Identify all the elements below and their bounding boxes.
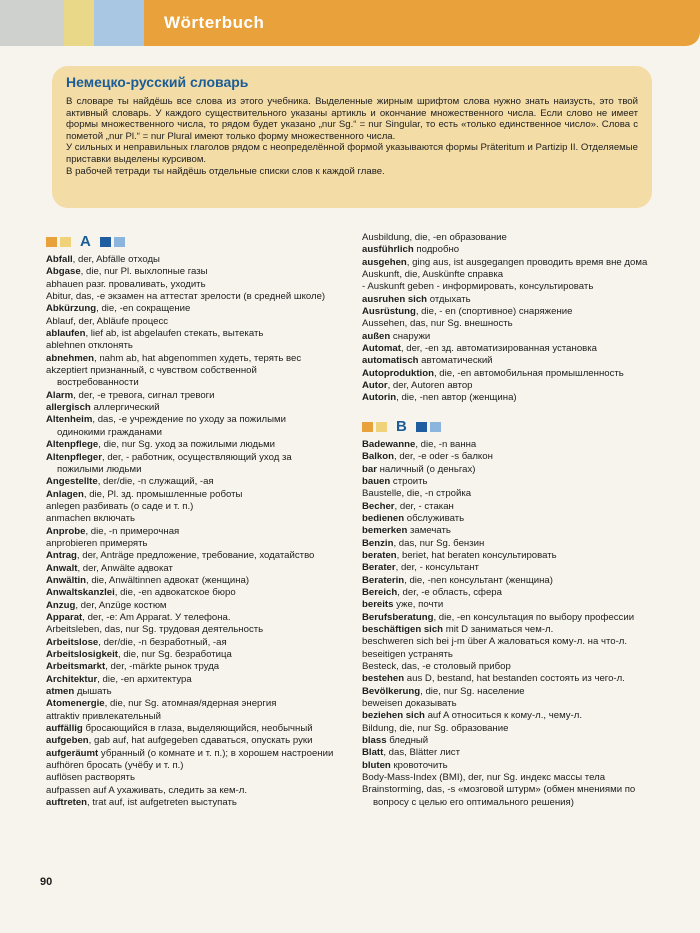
dictionary-entry bbox=[362, 476, 654, 488]
dictionary-entry bbox=[46, 353, 334, 365]
entry-definition: , die, Anwältinnen адвокат (женщина) bbox=[85, 574, 250, 586]
entry-list-right-b bbox=[362, 439, 654, 809]
dictionary-entry bbox=[46, 550, 334, 562]
entry-definition: , die, nur Pl. выхлопные газы bbox=[80, 266, 208, 278]
dictionary-entry bbox=[362, 661, 654, 673]
section-header-b bbox=[362, 419, 654, 435]
dictionary-entry bbox=[46, 797, 334, 809]
dictionary-entry bbox=[46, 340, 334, 352]
entry-headword: Automat bbox=[362, 343, 401, 355]
dictionary-entry bbox=[46, 316, 334, 328]
entry-definition: , der, -en зд. автоматизированная установка bbox=[400, 343, 597, 355]
dictionary-entry bbox=[46, 686, 334, 698]
dictionary-entry bbox=[46, 328, 334, 340]
entry-headword: Beraterin bbox=[362, 574, 405, 586]
entry-headword: Angestellte bbox=[46, 476, 98, 488]
entry-headword: Abgase bbox=[46, 266, 81, 278]
entry-headword: Antrag bbox=[46, 550, 77, 562]
entry-headword: Anzug bbox=[46, 599, 76, 611]
entry-definition: , der, Anwälte адвокат bbox=[77, 562, 173, 574]
entry-definition: , die, nur Sg. население bbox=[420, 685, 525, 697]
entry-definition: , trat auf, ist aufgetreten выступать bbox=[87, 797, 237, 809]
entry-definition: Arbeitsleben, das, nur Sg. трудовая деятельность bbox=[46, 624, 264, 636]
entry-definition: Abitur, das, -e экзамен на аттестат зрелости (в средней школе) bbox=[46, 291, 326, 303]
entry-headword: Bevölkerung bbox=[362, 685, 421, 697]
dictionary-entry bbox=[46, 538, 334, 550]
entry-definition: Aussehen, das, nur Sg. внешность bbox=[362, 318, 513, 330]
dictionary-entry bbox=[362, 380, 654, 392]
dictionary-entry bbox=[362, 735, 654, 747]
page-number: 90 bbox=[40, 876, 53, 888]
entry-definition: Bildung, die, nur Sg. образование bbox=[362, 722, 509, 734]
entry-definition: , die, -n ванна bbox=[415, 438, 477, 450]
dictionary-entry bbox=[46, 748, 334, 760]
entry-definition: , die, -en сокращение bbox=[96, 303, 191, 315]
dictionary-entry bbox=[46, 526, 334, 538]
blue-square-icon bbox=[416, 422, 427, 432]
entry-definition: подробно bbox=[413, 244, 460, 256]
dictionary-entry bbox=[362, 710, 654, 722]
entry-headword: Berater bbox=[362, 562, 396, 574]
entry-headword: ausführlich bbox=[362, 244, 414, 256]
entry-headword: beschäftigen sich bbox=[362, 623, 444, 635]
entry-definition: beseitigen устранять bbox=[362, 648, 453, 660]
dictionary-entry bbox=[362, 624, 654, 636]
entry-definition: , der, -e: Am Apparat. У телефона. bbox=[82, 611, 231, 623]
section-header-a bbox=[46, 234, 334, 250]
entry-definition: , ging aus, ist ausgegangen проводить время вне дома bbox=[406, 256, 648, 268]
entry-definition: , der, -e тревога, сигнал тревоги bbox=[73, 389, 215, 401]
entry-headword: Apparat bbox=[46, 611, 83, 623]
entry-definition: attraktiv привлекательный bbox=[46, 710, 161, 722]
intro-paragraph: В словаре ты найдёшь все слова из этого учебника. Выделенные жирным шрифтом слова нужно знать наизусть, это твой активный словарь. У каждого существительного указаны артикль и окончание множественного числа. Если слово не имеет формы множественного числа, то рядом будет указано „nur Sg.“ = nur Singular, то есть «только единственное число». Слова с пометой „nur Pl.“ = nur Plural имеют только форму множественного числа. bbox=[66, 96, 638, 142]
entry-headword: Arbeitslose bbox=[46, 636, 99, 648]
dictionary-entry bbox=[46, 649, 334, 661]
entry-definition: замечать bbox=[407, 525, 451, 537]
entry-definition: , der, Anzüge костюм bbox=[75, 599, 167, 611]
entry-headword: Bereich bbox=[362, 586, 398, 598]
entry-headword: bauen bbox=[362, 475, 391, 487]
entry-headword: Arbeitsmarkt bbox=[46, 661, 106, 673]
dictionary-entry bbox=[46, 723, 334, 735]
entry-definition: , nahm ab, hat abgenommen худеть, терять вес bbox=[93, 352, 302, 364]
entry-headword: Altenpflege bbox=[46, 439, 99, 451]
entry-headword: bedienen bbox=[362, 512, 405, 524]
entry-definition: , lief ab, ist abgelaufen стекать, вытекать bbox=[85, 328, 264, 340]
entry-headword: Becher bbox=[362, 500, 395, 512]
entry-headword: Arbeitslosigkeit bbox=[46, 649, 118, 660]
entry-definition: , die, -en адвокатское бюро bbox=[114, 587, 236, 599]
dictionary-entry bbox=[46, 600, 334, 612]
dictionary-entry bbox=[46, 489, 334, 501]
dictionary-entry bbox=[362, 331, 654, 343]
entry-definition: Baustelle, die, -n стройка bbox=[362, 488, 472, 500]
entry-headword: beraten bbox=[362, 549, 397, 561]
section-letter: A bbox=[80, 232, 91, 250]
dictionary-entry bbox=[362, 232, 654, 244]
header-yellow-block bbox=[64, 0, 94, 46]
entry-definition: , die, nur Sg. безработица bbox=[117, 649, 232, 660]
dictionary-entry bbox=[46, 414, 334, 439]
dictionary-entry bbox=[362, 636, 654, 648]
dictionary-entry bbox=[46, 439, 334, 451]
dictionary-entry bbox=[46, 291, 334, 303]
light-blue-square-icon bbox=[430, 422, 441, 432]
entry-definition: наличный (о деньгах) bbox=[376, 463, 476, 475]
dictionary-entry bbox=[46, 674, 334, 686]
entry-definition: ablehnen отклонять bbox=[46, 340, 133, 352]
orange-square-icon bbox=[362, 422, 373, 432]
entry-definition: , der, -e oder -s балкон bbox=[394, 451, 493, 463]
entry-definition: , die, nur Sg. атомная/ядерная энергия bbox=[104, 698, 277, 710]
entry-headword: Autorin bbox=[362, 392, 397, 404]
dictionary-entry bbox=[46, 402, 334, 414]
entry-headword: automatisch bbox=[362, 355, 419, 367]
entry-definition: auf A относиться к кому-л., чему-л. bbox=[424, 710, 583, 722]
intro-box bbox=[52, 66, 652, 208]
entry-headword: abnehmen bbox=[46, 352, 94, 364]
entry-definition: anlegen разбивать (о саде и т. п.) bbox=[46, 500, 194, 512]
entry-definition: , der, Anträge предложение, требование, ходатайство bbox=[76, 550, 315, 562]
dictionary-entry bbox=[362, 318, 654, 330]
dictionary-entry bbox=[46, 735, 334, 747]
page-title: Wörterbuch bbox=[164, 13, 265, 32]
dictionary-entry bbox=[46, 661, 334, 673]
entry-definition: , die, Pl. зд. промышленные роботы bbox=[83, 488, 243, 500]
entry-definition: , der, - стакан bbox=[394, 500, 454, 512]
dictionary-entry bbox=[46, 266, 334, 278]
entry-list-right-a bbox=[362, 232, 654, 405]
dictionary-entry bbox=[362, 686, 654, 698]
entry-definition: , die, -en архитектура bbox=[97, 673, 192, 685]
dictionary-entry bbox=[362, 355, 654, 367]
entry-headword: Alarm bbox=[46, 389, 74, 401]
entry-definition: бледный bbox=[386, 735, 429, 747]
entry-definition: , die, -nen консультант (женщина) bbox=[404, 574, 553, 586]
blue-square-icon bbox=[100, 237, 111, 247]
entry-definition: , der/die, -n безработный, -ая bbox=[98, 636, 227, 648]
entry-definition: , der, Autoren автор bbox=[387, 380, 473, 392]
dictionary-entry bbox=[362, 269, 654, 281]
dictionary-entry bbox=[46, 390, 334, 402]
entry-headword: Anlagen bbox=[46, 488, 84, 500]
orange-square-icon bbox=[46, 237, 57, 247]
dictionary-entry bbox=[362, 513, 654, 525]
entry-headword: ausgehen bbox=[362, 256, 407, 268]
header-gray-block bbox=[0, 0, 64, 46]
dictionary-entry bbox=[362, 649, 654, 661]
entry-definition: , die, -n примерочная bbox=[85, 525, 180, 537]
header-blue-block bbox=[94, 0, 144, 46]
entry-definition: akzeptiert признанный, с чувством собственной востребованности bbox=[46, 365, 257, 389]
dictionary-entry bbox=[362, 698, 654, 710]
entry-definition: , der, -märkte рынок труда bbox=[105, 661, 220, 673]
entry-headword: Altenheim bbox=[46, 414, 93, 426]
dictionary-entry bbox=[362, 392, 654, 404]
entry-headword: bar bbox=[362, 463, 377, 475]
dictionary-entry bbox=[362, 550, 654, 562]
entry-definition: , die, -en консультация по выбору профессии bbox=[433, 611, 635, 623]
dictionary-entry bbox=[362, 538, 654, 550]
entry-headword: Altenpfleger bbox=[46, 451, 102, 463]
entry-definition: кровоточить bbox=[390, 759, 448, 771]
entry-definition: , gab auf, hat aufgegeben сдаваться, опускать руки bbox=[88, 735, 313, 747]
entry-definition: , das, Blätter лист bbox=[383, 747, 460, 759]
entry-headword: allergisch bbox=[46, 402, 91, 414]
entry-definition: beschweren sich bei j-m über A жаловаться кому-л. на что-л. bbox=[362, 636, 628, 648]
entry-headword: Anprobe bbox=[46, 525, 86, 537]
entry-definition: Body-Mass-Index (BMI), der, nur Sg. индекс массы тела bbox=[362, 772, 606, 784]
entry-definition: , der, - работник, осуществляющий уход за пожилыми людьми bbox=[57, 451, 292, 475]
dictionary-entry bbox=[46, 637, 334, 649]
dictionary-entry bbox=[46, 254, 334, 266]
dictionary-entry bbox=[362, 464, 654, 476]
entry-definition: отдыхать bbox=[427, 293, 471, 305]
dictionary-entry bbox=[362, 343, 654, 355]
entry-definition: , der, -e область, сфера bbox=[397, 586, 502, 598]
dictionary-entry bbox=[46, 575, 334, 587]
dictionary-entry bbox=[362, 525, 654, 537]
dictionary-entry bbox=[46, 785, 334, 797]
entry-headword: Berufsberatung bbox=[362, 611, 434, 623]
entry-headword: blass bbox=[362, 735, 387, 747]
entry-definition: , die, - en (спортивное) снаряжение bbox=[415, 306, 573, 318]
entry-headword: auftreten bbox=[46, 797, 88, 809]
entry-headword: Anwalt bbox=[46, 562, 78, 574]
entry-definition: beweisen доказывать bbox=[362, 698, 457, 710]
dictionary-entry bbox=[362, 501, 654, 513]
left-column bbox=[46, 232, 334, 809]
entry-headword: Architektur bbox=[46, 673, 98, 685]
entry-headword: Abfall bbox=[46, 254, 73, 265]
dictionary-entry bbox=[46, 760, 334, 772]
dictionary-entry bbox=[46, 587, 334, 599]
dictionary-entry bbox=[362, 281, 654, 293]
entry-headword: Blatt bbox=[362, 747, 384, 759]
entry-definition: строить bbox=[390, 475, 428, 487]
entry-definition: автоматический bbox=[418, 355, 493, 367]
section-letter: B bbox=[396, 417, 407, 435]
dictionary-entry bbox=[46, 711, 334, 723]
dictionary-entry bbox=[362, 439, 654, 451]
entry-headword: ausruhen sich bbox=[362, 293, 428, 305]
entry-definition: , der/die, -n служащий, -ая bbox=[97, 476, 214, 488]
entry-headword: auffällig bbox=[46, 723, 83, 735]
entry-headword: bereits bbox=[362, 599, 394, 611]
dictionary-entry bbox=[362, 257, 654, 269]
dictionary-entry bbox=[362, 784, 654, 809]
dictionary-entry bbox=[46, 563, 334, 575]
entry-definition: Brainstorming, das, -s «мозговой штурм» (обмен мнениями по вопросу с целью его оптимального решения) bbox=[362, 784, 636, 808]
dictionary-entry bbox=[362, 772, 654, 784]
entry-headword: Benzin bbox=[362, 537, 394, 549]
dictionary-entry bbox=[362, 488, 654, 500]
dictionary-entry bbox=[46, 279, 334, 291]
light-blue-square-icon bbox=[114, 237, 125, 247]
entry-definition: , die, nur Sg. уход за пожилыми людьми bbox=[98, 439, 276, 451]
entry-definition: бросающийся в глаза, выделяющийся, необычный bbox=[82, 723, 313, 735]
dictionary-entry bbox=[362, 587, 654, 599]
dictionary-entry bbox=[362, 368, 654, 380]
intro-paragraph: В рабочей тетради ты найдёшь отдельные списки слов к каждой главе. bbox=[66, 165, 385, 177]
dictionary-entry bbox=[46, 476, 334, 488]
entry-definition: Auskunft, die, Auskünfte справка bbox=[362, 269, 504, 281]
entry-headword: Balkon bbox=[362, 451, 394, 463]
entry-definition: aus D, bestand, hat bestanden состоять из чего-л. bbox=[404, 673, 625, 685]
entry-definition: aufpassen auf A ухаживать, следить за кем-л. bbox=[46, 784, 248, 796]
entry-headword: Anwältin bbox=[46, 574, 86, 586]
dictionary-entry bbox=[362, 760, 654, 772]
entry-definition: , die, -nen автор (женщина) bbox=[396, 392, 517, 404]
entry-definition: Ablauf, der, Abläufe процесс bbox=[46, 315, 169, 327]
dictionary-entry bbox=[46, 624, 334, 636]
header-strip bbox=[0, 0, 700, 46]
dictionary-entry bbox=[46, 501, 334, 513]
entry-headword: Autoproduktion bbox=[362, 367, 434, 379]
entry-definition: - Auskunft geben - информировать, консультировать bbox=[362, 281, 594, 293]
entry-headword: außen bbox=[362, 330, 391, 342]
entry-headword: bluten bbox=[362, 759, 391, 771]
entry-definition: , beriet, hat beraten консультировать bbox=[396, 549, 557, 561]
entry-headword: Anwaltskanzlei bbox=[46, 587, 115, 599]
dictionary-entry bbox=[362, 673, 654, 685]
entry-headword: bestehen bbox=[362, 673, 405, 685]
entry-definition: дышать bbox=[74, 686, 112, 698]
entry-definition: убранный (о комнате и т. п.); в хорошем настроении bbox=[98, 747, 334, 759]
entry-headword: aufgeben bbox=[46, 735, 89, 747]
entry-headword: Badewanne bbox=[362, 438, 416, 450]
entry-headword: Abkürzung bbox=[46, 303, 97, 315]
entry-headword: bemerken bbox=[362, 525, 408, 537]
dictionary-entry bbox=[362, 562, 654, 574]
entry-headword: atmen bbox=[46, 686, 75, 698]
entry-headword: Ausrüstung bbox=[362, 306, 416, 318]
dictionary-entry bbox=[362, 723, 654, 735]
entry-definition: , der, Abfälle отходы bbox=[72, 254, 160, 265]
entry-definition: anprobieren примерять bbox=[46, 537, 148, 549]
header-title-bar bbox=[144, 0, 700, 46]
dictionary-entry bbox=[362, 306, 654, 318]
yellow-square-icon bbox=[376, 422, 387, 432]
intro-paragraph: У сильных и неправильных глаголов рядом с неопределённой формой указываются формы Präteritum и Partizip II. Отделяемые приставки выделены курсивом. bbox=[66, 142, 638, 165]
entry-headword: aufgeräumt bbox=[46, 747, 99, 759]
dictionary-entry bbox=[362, 599, 654, 611]
intro-text bbox=[66, 96, 638, 177]
entry-headword: ablaufen bbox=[46, 328, 86, 340]
entry-headword: Atomenergie bbox=[46, 698, 105, 710]
dictionary-entry bbox=[362, 244, 654, 256]
dictionary-entry bbox=[46, 513, 334, 525]
dictionary-entry bbox=[46, 772, 334, 784]
entry-headword: Autor bbox=[362, 380, 388, 392]
dictionary-entry bbox=[46, 303, 334, 315]
entry-definition: , der, - консультант bbox=[395, 562, 479, 574]
entry-definition: anmachen включать bbox=[46, 513, 135, 525]
right-column bbox=[362, 232, 654, 809]
dictionary-entry bbox=[46, 452, 334, 477]
entry-definition: уже, почти bbox=[393, 599, 444, 611]
entry-list-left bbox=[46, 254, 334, 809]
dictionary-entry bbox=[362, 575, 654, 587]
entry-definition: auflösen растворять bbox=[46, 772, 135, 784]
entry-definition: Besteck, das, -e столовый прибор bbox=[362, 661, 511, 672]
dictionary-entry bbox=[362, 451, 654, 463]
entry-definition: aufhören бросать (учёбу и т. п.) bbox=[46, 760, 184, 772]
entry-definition: обслуживать bbox=[404, 512, 465, 524]
intro-title: Немецко-русский словарь bbox=[66, 74, 249, 90]
entry-definition: , die, -en автомобильная промышленность bbox=[433, 367, 624, 379]
entry-definition: аллергический bbox=[90, 402, 160, 414]
entry-headword: beziehen sich bbox=[362, 710, 425, 722]
dictionary-entry bbox=[46, 698, 334, 710]
dictionary-entry bbox=[362, 612, 654, 624]
entry-definition: Ausbildung, die, -en образование bbox=[362, 232, 507, 243]
dictionary-entry bbox=[362, 747, 654, 759]
dictionary-entry bbox=[362, 294, 654, 306]
yellow-square-icon bbox=[60, 237, 71, 247]
entry-definition: abhauen разг. проваливать, уходить bbox=[46, 278, 206, 290]
dictionary-entry bbox=[46, 365, 334, 390]
entry-definition: , das, -e учреждение по уходу за пожилыми одинокими гражданами bbox=[57, 414, 286, 438]
entry-definition: , das, nur Sg. бензин bbox=[393, 537, 485, 549]
dictionary-entry bbox=[46, 612, 334, 624]
entry-definition: mit D заниматься чем-л. bbox=[443, 623, 554, 635]
entry-definition: снаружи bbox=[390, 330, 431, 342]
